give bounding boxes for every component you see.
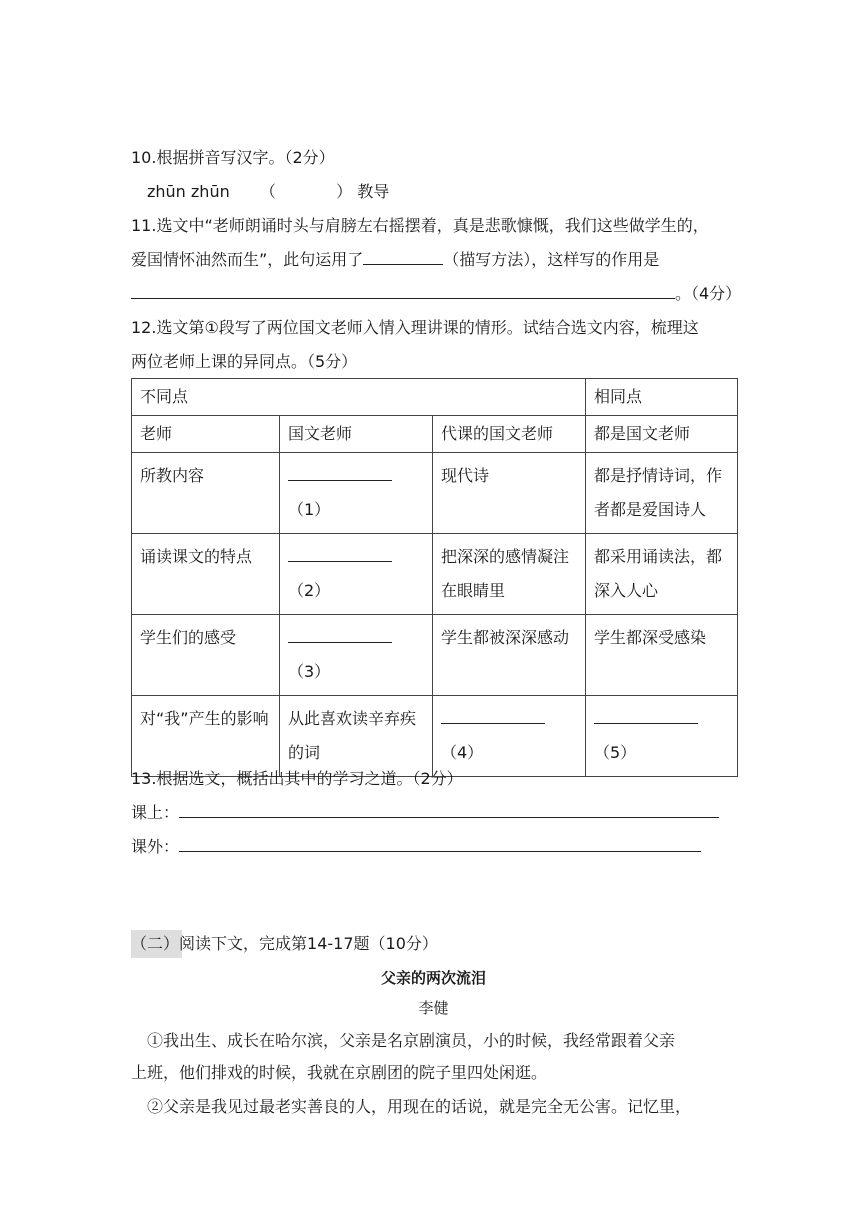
q13-title: 13.根据选文，概括出其中的学习之道。（2分） [131, 769, 463, 788]
cell-reading-2: 把深深的感情凝注在眼睛里 [433, 534, 586, 615]
article-author: 李健 [418, 999, 449, 1017]
article-p2-line1: ②父亲是我见过最老实善良的人，用现在的话说，就是完全无公害。记忆里， [147, 1097, 692, 1116]
q10-pinyin: zhūn zhūn [147, 182, 230, 201]
q13-after-class-line [131, 837, 701, 857]
q11-line2-b: （描写方法），这样写的作用是 [443, 250, 660, 269]
blank-4-number: （4） [441, 743, 484, 762]
blank-5-number: （5） [594, 743, 637, 762]
header-diff: 不同点 [132, 379, 586, 416]
q11-blank-method[interactable] [363, 250, 443, 265]
cell-feeling-2: 学生都被深深感动 [433, 615, 586, 696]
cell-effect-blank-5[interactable] [586, 696, 738, 777]
table-row [132, 615, 738, 696]
section2-heading [131, 934, 438, 954]
section2-instruction: 阅读下文，完成第14-17题（10分） [179, 934, 438, 953]
cell-content-label: 所教内容 [132, 453, 280, 534]
q10-suffix: 教导 [357, 182, 390, 201]
cell-effect-1: 从此喜欢读辛弃疾的词 [280, 696, 433, 777]
cell-content-2: 现代诗 [433, 453, 586, 534]
q11-line1: 11.选文中“老师朗诵时头与肩膀左右摇摆着，真是悲歌慷慨，我们这些做学生的， [131, 216, 709, 235]
q13-in-class-label: 课上： [131, 803, 180, 822]
table-row [132, 534, 738, 615]
cell-feeling-label: 学生们的感受 [132, 615, 280, 696]
cell-effect-label: 对“我”产生的影响 [132, 696, 280, 777]
article-p1-line1: ①我出生、成长在哈尔滨，父亲是名京剧演员，小的时候，我经常跟着父亲 [147, 1031, 676, 1050]
cell-content-blank[interactable] [280, 453, 433, 534]
q11-line3 [131, 284, 741, 304]
q10-paren-open: （ [259, 182, 276, 201]
blank-5[interactable] [594, 705, 698, 724]
cell-reading-label: 诵读课文的特点 [132, 534, 280, 615]
table-row [132, 453, 738, 534]
q13-after-class-blank[interactable] [179, 837, 701, 852]
cell-effect-blank-4[interactable] [433, 696, 586, 777]
cell-teacher-label: 老师 [132, 416, 280, 453]
q13-in-class-blank[interactable] [179, 803, 719, 818]
cell-teacher-1: 国文老师 [280, 416, 433, 453]
q10-title: 10.根据拼音写汉字。（2分） [131, 148, 335, 167]
cell-content-same: 都是抒情诗词，作者都是爱国诗人 [586, 453, 738, 534]
q12-table [131, 378, 738, 777]
header-same: 相同点 [586, 379, 738, 416]
blank-3-number: （3） [288, 662, 331, 681]
blank-2[interactable] [288, 543, 392, 562]
blank-2-number: （2） [288, 581, 331, 600]
q11-blank-effect[interactable] [131, 284, 675, 299]
section2-marker: （二） [131, 934, 180, 953]
cell-reading-same: 都采用诵读法，都深入人心 [586, 534, 738, 615]
q12-line1: 12.选文第①段写了两位国文老师入情入理讲课的情形。试结合选文内容，梳理这 [131, 318, 699, 337]
cell-teacher-2: 代课的国文老师 [433, 416, 586, 453]
q11-line3-end: 。（4分） [675, 284, 742, 303]
cell-feeling-same: 学生都深受感染 [586, 615, 738, 696]
q12-line2: 两位老师上课的异同点。（5分） [131, 352, 358, 371]
blank-1-number: （1） [288, 500, 331, 519]
blank-3[interactable] [288, 624, 392, 643]
q11-line2-a: 爱国情怀油然而生”，此句运用了 [131, 250, 364, 269]
cell-teacher-same: 都是国文老师 [586, 416, 738, 453]
q10-paren-close: ） [336, 182, 353, 201]
table-row [132, 696, 738, 777]
q13-in-class-line [131, 803, 719, 823]
cell-feeling-blank[interactable] [280, 615, 433, 696]
blank-1[interactable] [288, 462, 392, 481]
table-row [132, 416, 738, 453]
q11-line2 [131, 250, 659, 270]
blank-4[interactable] [441, 705, 545, 724]
article-title: 父亲的两次流泪 [380, 969, 486, 987]
cell-reading-blank[interactable] [280, 534, 433, 615]
table-row [132, 379, 738, 416]
article-p1-line2: 上班，他们排戏的时候，我就在京剧团的院子里四处闲逛。 [131, 1063, 548, 1082]
q10-line [147, 182, 389, 202]
q13-after-class-label: 课外： [131, 837, 180, 856]
